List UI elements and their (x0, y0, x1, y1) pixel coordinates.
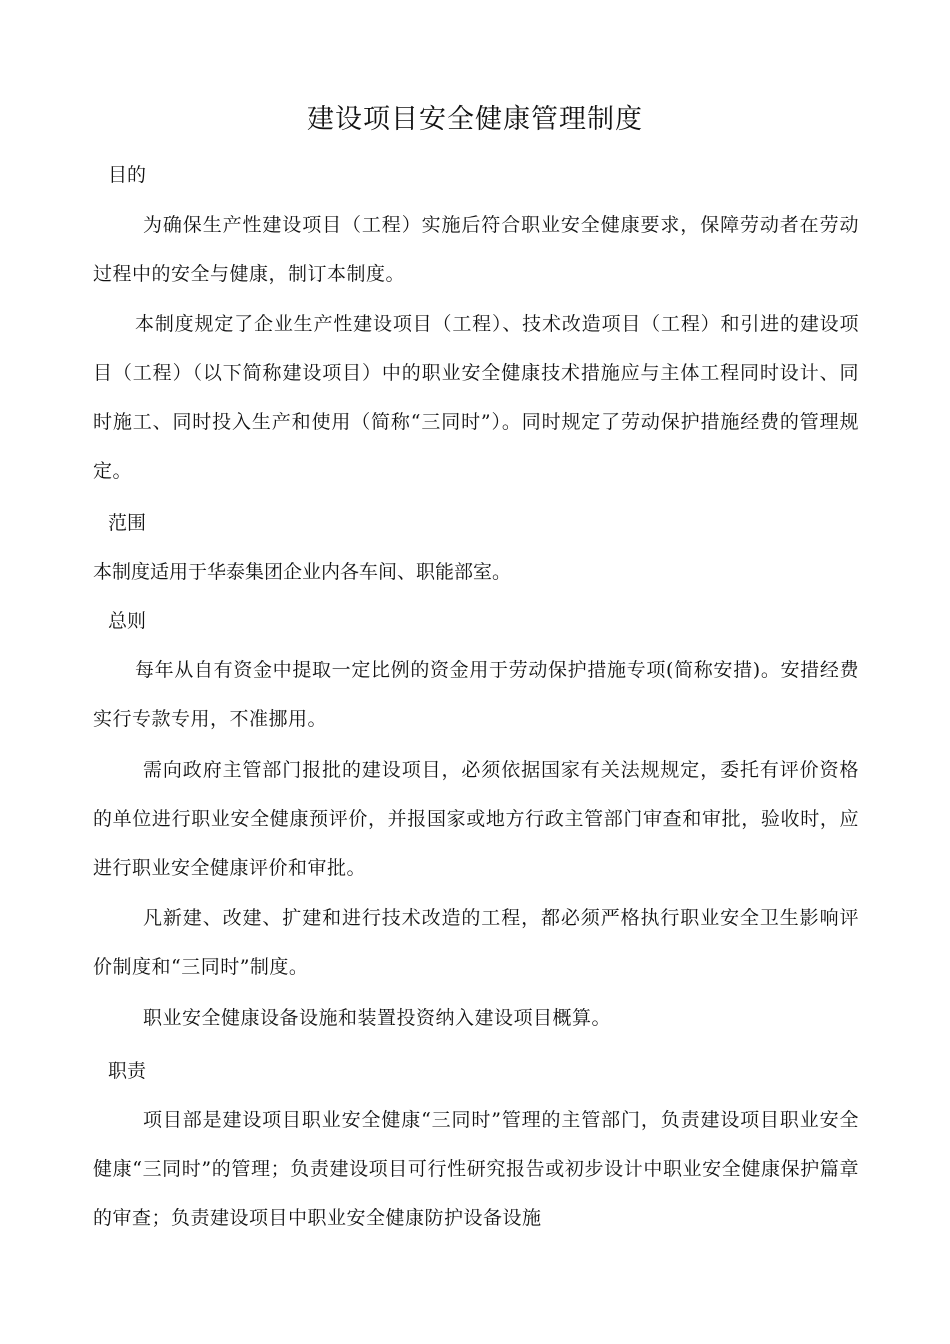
duties-paragraph-1: 项目部是建设项目职业安全健康“三同时”管理的主管部门，负责建设项目职业安全健康“三同时”的管理；负责建设项目可行性研究报告或初步设计中职业安全健康保护篇章的审查；负责建设项目中职业安全健康防护设备设施 (93, 1109, 859, 1229)
general-paragraph-4: 职业安全健康设备设施和装置投资纳入建设项目概算。 (143, 1007, 612, 1029)
purpose-paragraph-2: 本制度规定了企业生产性建设项目（工程）、技术改造项目（工程）和引进的建设项目（工程）（以下简称建设项目）中的职业安全健康技术措施应与主体工程同时设计、同时施工、同时投入生产和使用（简称“三同时”）。同时规定了劳动保护措施经费的管理规定。 (93, 313, 859, 482)
section-heading-scope: 范围 (108, 512, 147, 534)
general-paragraph-1: 每年从自有资金中提取一定比例的资金用于劳动保护措施专项(简称安措)。安措经费实行专款专用，不准挪用。 (93, 659, 859, 730)
section-heading-purpose: 目的 (108, 164, 147, 186)
section-heading-duties: 职责 (108, 1060, 147, 1082)
document-title: 建设项目安全健康管理制度 (307, 104, 643, 135)
section-heading-general: 总则 (108, 610, 147, 632)
general-paragraph-3: 凡新建、改建、扩建和进行技术改造的工程，都必须严格执行职业安全卫生影响评价制度和“三同时”制度。 (93, 907, 859, 978)
purpose-paragraph-1: 为确保生产性建设项目（工程）实施后符合职业安全健康要求，保障劳动者在劳动过程中的安全与健康，制订本制度。 (93, 214, 859, 285)
scope-paragraph-1: 本制度适用于华泰集团企业内各车间、职能部室。 (93, 561, 512, 583)
general-paragraph-2: 需向政府主管部门报批的建设项目，必须依据国家有关法规规定，委托有评价资格的单位进行职业安全健康预评价，并报国家或地方行政主管部门审查和审批，验收时，应进行职业安全健康评价和审批。 (93, 759, 859, 879)
